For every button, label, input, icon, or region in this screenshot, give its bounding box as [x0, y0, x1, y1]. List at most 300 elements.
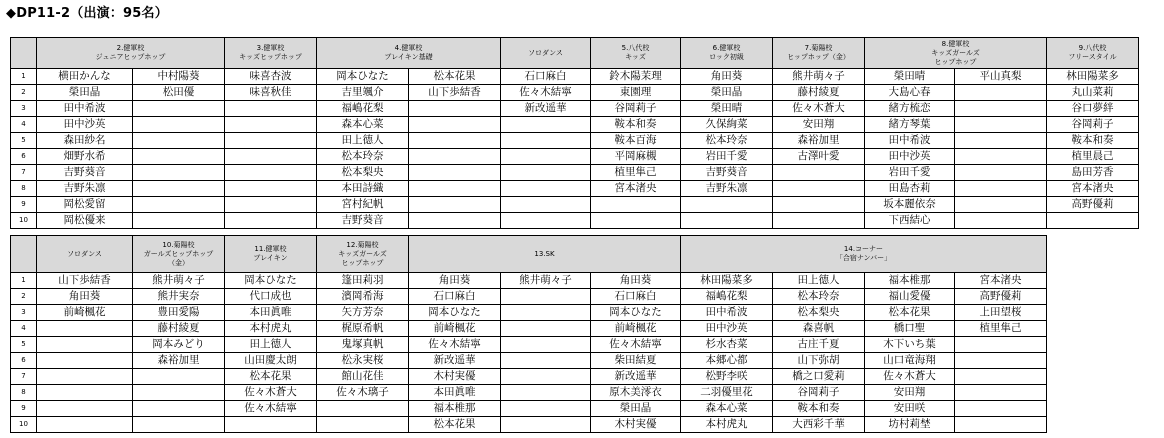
table2-column-header [37, 236, 133, 273]
performer-cell: 緒方琴葉 [865, 117, 955, 133]
table1-column-header [317, 38, 501, 69]
performer-cell [317, 401, 409, 417]
performer-cell [955, 165, 1047, 181]
performer-cell [133, 385, 225, 401]
performer-cell: 榮田晴 [865, 69, 955, 85]
performer-cell: 佐々木璃子 [317, 385, 409, 401]
table1-column-header [865, 38, 1047, 69]
performer-cell: 角田葵 [591, 273, 681, 289]
row-number: 4 [11, 321, 37, 337]
row-number: 3 [11, 305, 37, 321]
performer-cell: 岡本ひなた [591, 305, 681, 321]
table-row [11, 337, 1047, 353]
performer-cell: 山口竜海翔 [865, 353, 955, 369]
page-title: ◆DP11-2（出演：95名） [6, 6, 168, 21]
header-line: ブレイキン基礎 [384, 53, 433, 61]
table-row [11, 289, 1047, 305]
header-line: キッズガールズ [931, 48, 980, 57]
table2-header-row [11, 236, 1047, 273]
performer-cell: 新改遥華 [501, 101, 591, 117]
performer-cell: 松本花果 [409, 417, 501, 433]
performer-cell: 熊井萌々子 [133, 273, 225, 289]
schedule-table-2 [10, 235, 1047, 433]
table2-corner-cell [11, 236, 37, 273]
performer-cell [133, 369, 225, 385]
table-row [11, 197, 1139, 213]
performer-cell [955, 85, 1047, 101]
performer-cell: 豊田愛陽 [133, 305, 225, 321]
performer-cell: 二羽優里花 [681, 385, 773, 401]
performer-cell: 松田優 [133, 85, 225, 101]
performer-cell [409, 117, 501, 133]
table1-column-header [773, 38, 865, 69]
performer-cell: 大西彩千華 [773, 417, 865, 433]
performer-cell: 前崎楓花 [37, 305, 133, 321]
performer-cell: 柴田結夏 [591, 353, 681, 369]
table-row [11, 417, 1047, 433]
performer-cell: 田上德人 [773, 273, 865, 289]
performer-cell: 平山真梨 [955, 69, 1047, 85]
performer-cell [501, 181, 591, 197]
performer-cell: 佐々木蒼大 [865, 369, 955, 385]
performer-cell: 久保絢菜 [681, 117, 773, 133]
table-row [11, 321, 1047, 337]
performer-cell [409, 101, 501, 117]
performer-cell [317, 417, 409, 433]
performer-cell: 杉水杏菜 [681, 337, 773, 353]
header-line: 8.健軍校 [941, 39, 970, 48]
performer-cell: 本郷心都 [681, 353, 773, 369]
performer-cell: 榮田晶 [681, 85, 773, 101]
table1-column-header [591, 38, 681, 69]
performer-cell: 植里晨己 [1047, 149, 1139, 165]
performer-cell [955, 133, 1047, 149]
performer-cell: 橋之口愛莉 [773, 369, 865, 385]
performer-cell [225, 213, 317, 229]
table-row [11, 273, 1047, 289]
performer-cell [409, 149, 501, 165]
header-line: ソロダンス [67, 249, 102, 258]
performer-cell: 味喜杏波 [225, 69, 317, 85]
performer-cell [591, 213, 681, 229]
performer-cell: 岩田千愛 [865, 165, 955, 181]
performer-cell: 植里隼己 [591, 165, 681, 181]
header-line: キッズガールズ [338, 249, 387, 258]
header-line: 2.健軍校 [116, 44, 145, 52]
performer-cell: 福嶋花梨 [317, 101, 409, 117]
performer-cell: 畑野水希 [37, 149, 133, 165]
performer-cell [955, 181, 1047, 197]
performer-cell: 福本椎那 [865, 273, 955, 289]
performer-cell: 福本椎那 [409, 401, 501, 417]
performer-cell: 谷岡莉子 [773, 385, 865, 401]
header-line: 5.八代校 [621, 44, 650, 52]
header-line: ヒップホップ [934, 57, 977, 66]
performer-cell: 篷田莉羽 [317, 273, 409, 289]
row-number: 5 [11, 133, 37, 149]
performer-cell [225, 117, 317, 133]
performer-cell: 鈴木陽茉理 [591, 69, 681, 85]
performer-cell: 田中希波 [37, 101, 133, 117]
performer-cell [955, 369, 1047, 385]
performer-cell: 熊井萌々子 [773, 69, 865, 85]
performer-cell [681, 213, 773, 229]
performer-cell: 田上德人 [225, 337, 317, 353]
header-line: ブレイキン [253, 254, 288, 262]
performer-cell: 榮田晴 [681, 101, 773, 117]
performer-cell: 松永実桜 [317, 353, 409, 369]
performer-cell: 坊村莉埜 [865, 417, 955, 433]
performer-cell: 宮本渚央 [955, 273, 1047, 289]
schedule-table-1 [10, 37, 1139, 229]
row-number: 2 [11, 85, 37, 101]
header-line: 13.SK [534, 249, 555, 258]
table2-column-header [225, 236, 317, 273]
header-line: 12.菊陽校 [346, 240, 379, 249]
performer-cell: 山下歩結香 [37, 273, 133, 289]
performer-cell [37, 353, 133, 369]
performer-cell: 木村実優 [591, 417, 681, 433]
performer-cell: 上田望桜 [955, 305, 1047, 321]
performer-cell: 宮本渚央 [591, 181, 681, 197]
header-line: 9.八代校 [1078, 44, 1107, 52]
performer-cell: 藤村綾夏 [773, 85, 865, 101]
row-number: 5 [11, 337, 37, 353]
performer-cell: 藤村綾夏 [133, 321, 225, 337]
performer-cell: 館山花佳 [317, 369, 409, 385]
table-row [11, 149, 1139, 165]
performer-cell [133, 417, 225, 433]
performer-cell [955, 117, 1047, 133]
table2-column-header [133, 236, 225, 273]
performer-cell: 角田葵 [409, 273, 501, 289]
performer-cell [501, 165, 591, 181]
performer-cell: 佐々木蒼大 [225, 385, 317, 401]
performer-cell [133, 117, 225, 133]
performer-cell: 松本玲奈 [317, 149, 409, 165]
table1-column-header [681, 38, 773, 69]
performer-cell [225, 149, 317, 165]
performer-cell [501, 149, 591, 165]
row-number: 10 [11, 213, 37, 229]
header-line: 7.菊陽校 [804, 44, 833, 52]
row-number: 7 [11, 165, 37, 181]
performer-cell [37, 321, 133, 337]
performer-cell: 熊井萌々子 [501, 273, 591, 289]
table1-column-header [37, 38, 225, 69]
performer-cell [133, 149, 225, 165]
performer-cell [225, 417, 317, 433]
performer-cell [501, 369, 591, 385]
table2-column-header [317, 236, 409, 273]
performer-cell: 本村虎丸 [225, 321, 317, 337]
performer-cell [955, 417, 1047, 433]
table1-header-row [11, 38, 1139, 69]
performer-cell: 森裕加里 [133, 353, 225, 369]
row-number: 9 [11, 401, 37, 417]
header-line: （金） [168, 258, 189, 267]
performer-cell: 木村実優 [409, 369, 501, 385]
performer-cell: 安田咲 [865, 401, 955, 417]
performer-cell: 松本玲奈 [681, 133, 773, 149]
performer-cell: 角田葵 [37, 289, 133, 305]
performer-cell: 吉野葵音 [317, 213, 409, 229]
performer-cell: 前崎楓花 [591, 321, 681, 337]
performer-cell: 濱岡希海 [317, 289, 409, 305]
performer-cell: 佐々木結寧 [591, 337, 681, 353]
performer-cell: 松本花果 [409, 69, 501, 85]
performer-cell [409, 181, 501, 197]
performer-cell [773, 181, 865, 197]
performer-cell [501, 197, 591, 213]
table1-corner-cell [11, 38, 37, 69]
performer-cell: 前崎楓花 [409, 321, 501, 337]
performer-cell [1047, 213, 1139, 229]
performer-cell [955, 101, 1047, 117]
performer-cell: 平岡麻槻 [591, 149, 681, 165]
performer-cell [501, 353, 591, 369]
performer-cell: 山下歩結香 [409, 85, 501, 101]
table-row [11, 401, 1047, 417]
performer-cell [501, 321, 591, 337]
row-number: 6 [11, 353, 37, 369]
performer-cell: 田中希波 [865, 133, 955, 149]
header-line: 3.健軍校 [256, 44, 285, 52]
performer-cell: 松本梨央 [773, 305, 865, 321]
header-line: 4.健軍校 [394, 44, 423, 52]
performer-cell [955, 213, 1047, 229]
performer-cell: 田中沙英 [865, 149, 955, 165]
performer-cell [591, 197, 681, 213]
performer-cell [133, 133, 225, 149]
performer-cell [409, 133, 501, 149]
header-line: ガールズヒップホップ [143, 249, 214, 258]
header-line: ヒップホップ [341, 258, 384, 267]
header-line: フリースタイル [1068, 53, 1117, 61]
performer-cell [955, 353, 1047, 369]
performer-cell: 古庄千夏 [773, 337, 865, 353]
performer-cell [409, 165, 501, 181]
performer-cell: 横田かんな [37, 69, 133, 85]
performer-cell: 谷岡莉子 [591, 101, 681, 117]
performer-cell [37, 369, 133, 385]
table-row [11, 353, 1047, 369]
performer-cell [501, 133, 591, 149]
table-row [11, 369, 1047, 385]
performer-cell [225, 181, 317, 197]
performer-cell: 森裕加里 [773, 133, 865, 149]
table1-column-header [1047, 38, 1139, 69]
performer-cell: 福山愛優 [865, 289, 955, 305]
performer-cell: 吉野葵音 [681, 165, 773, 181]
performer-cell: 東園理 [591, 85, 681, 101]
performer-cell [955, 149, 1047, 165]
row-number: 10 [11, 417, 37, 433]
performer-cell [133, 197, 225, 213]
table2-column-header [681, 236, 1047, 273]
performer-cell: 田中沙英 [681, 321, 773, 337]
performer-cell [409, 213, 501, 229]
performer-cell [37, 401, 133, 417]
performer-cell: 谷岡莉子 [1047, 117, 1139, 133]
performer-cell: 田中希波 [681, 305, 773, 321]
header-line: ソロダンス [528, 48, 563, 57]
performer-cell: 中村陽葵 [133, 69, 225, 85]
performer-cell: 鞍本和奏 [1047, 133, 1139, 149]
performer-cell: 松本花果 [865, 305, 955, 321]
row-number: 3 [11, 101, 37, 117]
performer-cell [773, 197, 865, 213]
header-line: キッズヒップホップ [239, 53, 302, 61]
performer-cell: 島田芳香 [1047, 165, 1139, 181]
performer-cell: 佐々木結寧 [501, 85, 591, 101]
performer-cell: 松本玲奈 [773, 289, 865, 305]
performer-cell: 木下いち葉 [865, 337, 955, 353]
performer-cell [501, 385, 591, 401]
performer-cell: 坂本麗依奈 [865, 197, 955, 213]
performer-cell [501, 117, 591, 133]
table-row [11, 181, 1139, 197]
performer-cell: 代口成也 [225, 289, 317, 305]
performer-cell: 下西結心 [865, 213, 955, 229]
performer-cell: 石口麻白 [501, 69, 591, 85]
performer-cell [681, 197, 773, 213]
performer-cell: 山下弥胡 [773, 353, 865, 369]
performer-cell: 味喜秋佳 [225, 85, 317, 101]
row-number: 1 [11, 69, 37, 85]
performer-cell: 森本心菜 [317, 117, 409, 133]
table-row [11, 101, 1139, 117]
performer-cell: 山田慶太朗 [225, 353, 317, 369]
performer-cell [955, 337, 1047, 353]
header-line: キッズ [625, 53, 646, 61]
performer-cell: 谷口夢絆 [1047, 101, 1139, 117]
header-line: ジュニアヒップホップ [95, 53, 166, 61]
performer-cell: 石口麻白 [409, 289, 501, 305]
performer-cell: 松本梨央 [317, 165, 409, 181]
performer-cell [133, 401, 225, 417]
table1-column-header [501, 38, 591, 69]
performer-cell [133, 181, 225, 197]
performer-cell: 新改遥華 [409, 353, 501, 369]
performer-cell: 岡松愛留 [37, 197, 133, 213]
performer-cell: 大島心春 [865, 85, 955, 101]
performer-cell: 吉里颯介 [317, 85, 409, 101]
performer-cell [37, 385, 133, 401]
table-row [11, 305, 1047, 321]
performer-cell: 岡本みどり [133, 337, 225, 353]
performer-cell: 矢方芳奈 [317, 305, 409, 321]
performer-cell: 高野優莉 [1047, 197, 1139, 213]
performer-cell: 梶原希帆 [317, 321, 409, 337]
row-number: 8 [11, 385, 37, 401]
performer-cell [225, 133, 317, 149]
performer-cell: 熊井実奈 [133, 289, 225, 305]
performer-cell [773, 165, 865, 181]
performer-cell: 古澤叶愛 [773, 149, 865, 165]
performer-cell: 森田紗名 [37, 133, 133, 149]
performer-cell: 林田陽菜多 [681, 273, 773, 289]
performer-cell [37, 337, 133, 353]
performer-cell: 本田詩織 [317, 181, 409, 197]
performer-cell [501, 417, 591, 433]
performer-cell: 岡本ひなた [317, 69, 409, 85]
performer-cell: 鞍本和奏 [591, 117, 681, 133]
row-number: 1 [11, 273, 37, 289]
header-line: 14.コーナー [843, 245, 884, 253]
performer-cell [501, 213, 591, 229]
row-number: 9 [11, 197, 37, 213]
performer-cell [955, 197, 1047, 213]
table1-column-header [225, 38, 317, 69]
performer-cell: 榮田晶 [37, 85, 133, 101]
performer-cell: 橋口聖 [865, 321, 955, 337]
performer-cell: 鬼塚真帆 [317, 337, 409, 353]
performer-cell [225, 101, 317, 117]
performer-cell: 田島杏莉 [865, 181, 955, 197]
performer-cell: 原木美澪衣 [591, 385, 681, 401]
performer-cell: 吉野葵音 [37, 165, 133, 181]
header-line: ヒップホップ（金） [787, 53, 850, 61]
performer-cell: 安田翔 [865, 385, 955, 401]
performer-cell: 佐々木結寧 [409, 337, 501, 353]
performer-cell: 森本心菜 [681, 401, 773, 417]
performer-cell [409, 197, 501, 213]
performer-cell: 本田眞唯 [409, 385, 501, 401]
row-number: 6 [11, 149, 37, 165]
header-line: 11.健軍校 [254, 245, 287, 253]
performer-cell: 本田眞唯 [225, 305, 317, 321]
performer-cell: 林田陽菜多 [1047, 69, 1139, 85]
performer-cell [501, 305, 591, 321]
performer-cell [955, 401, 1047, 417]
row-number: 8 [11, 181, 37, 197]
performer-cell: 榮田晶 [591, 401, 681, 417]
performer-cell: 本村虎丸 [681, 417, 773, 433]
header-line: 10.菊陽校 [162, 240, 195, 249]
performer-cell: 高野優莉 [955, 289, 1047, 305]
performer-cell: 宮村紀帆 [317, 197, 409, 213]
performer-cell [133, 101, 225, 117]
header-line: ロック初級 [709, 53, 744, 61]
performer-cell [955, 385, 1047, 401]
performer-cell [773, 213, 865, 229]
row-number: 2 [11, 289, 37, 305]
performer-cell: 岡松優来 [37, 213, 133, 229]
performer-cell: 佐々木蒼大 [773, 101, 865, 117]
performer-cell: 岡本ひなた [225, 273, 317, 289]
table-row [11, 133, 1139, 149]
performer-cell: 緒方梳恋 [865, 101, 955, 117]
row-number: 7 [11, 369, 37, 385]
performer-cell: 丸山菜莉 [1047, 85, 1139, 101]
performer-cell: 植里隼己 [955, 321, 1047, 337]
performer-cell [37, 417, 133, 433]
performer-cell: 鞍本和奏 [773, 401, 865, 417]
performer-cell: 松野李咲 [681, 369, 773, 385]
performer-cell [133, 165, 225, 181]
performer-cell: 吉野朱凛 [681, 181, 773, 197]
performer-cell [133, 213, 225, 229]
header-line: 「合宿ナンバー」 [835, 254, 892, 262]
performer-cell: 石口麻白 [591, 289, 681, 305]
performer-cell: 福嶋花梨 [681, 289, 773, 305]
performer-cell [501, 337, 591, 353]
performer-cell: 田上德人 [317, 133, 409, 149]
performer-cell [501, 401, 591, 417]
table-row [11, 117, 1139, 133]
performer-cell: 岩田千愛 [681, 149, 773, 165]
